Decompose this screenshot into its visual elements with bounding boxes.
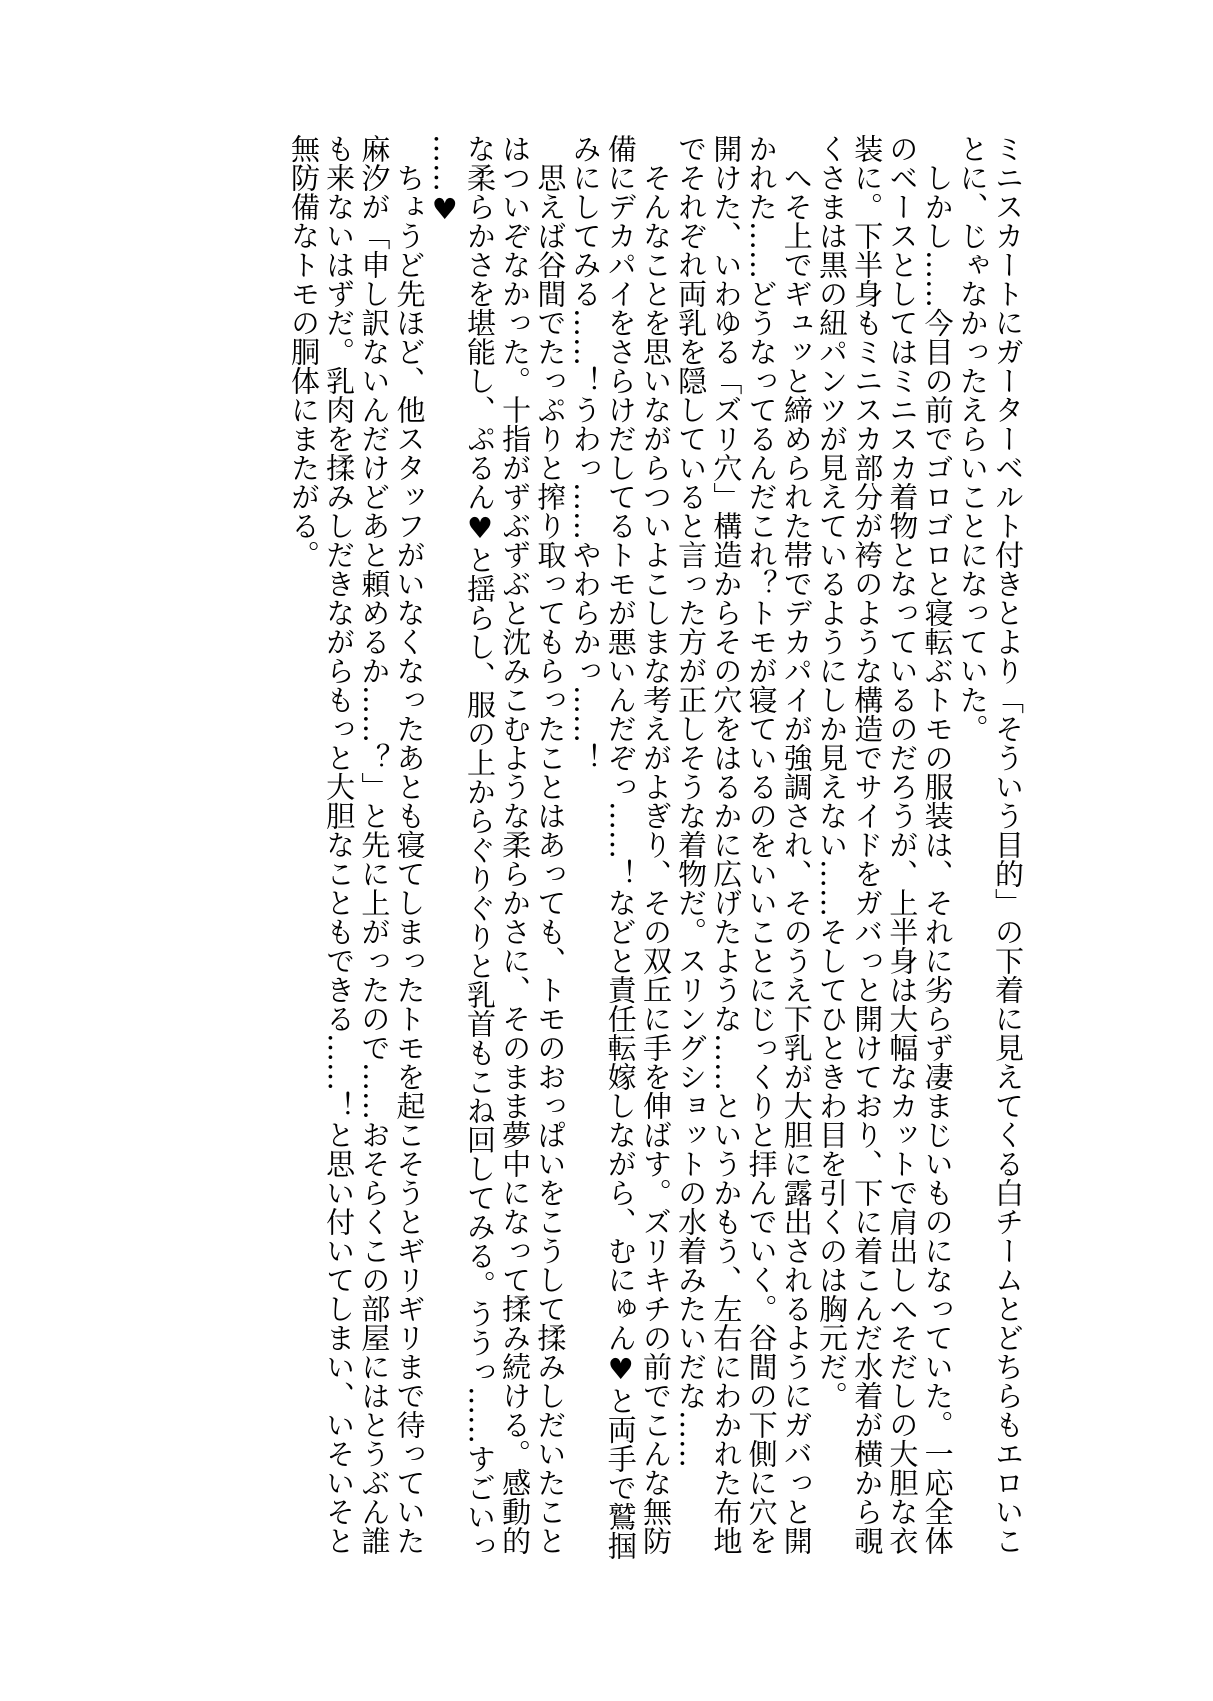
paragraph-4: そんなことを思いながらついよこしまな考えがよぎり、その双丘に手を伸ばす。ズリキチの前でこんな無防備にデカパイをさらけだしてるトモが悪いんだぞっ……！などと責任転嫁しながら、むにゅん♥と両手で鷲掴みにしてみる……！うわっ……やわらかっ……！ [568,134,673,1560]
paragraph-6: ちょうど先ほど、他スタッフがいなくなったあとも寝てしまったトモを起こそうとギリギリまで待っていた麻汐が「申し訳ないんだけどあと頼めるか……？」と先に上がったので……おそらくこの部屋にはとうぶん誰も来ないはずだ。乳肉を揉みしだきながらもっと大胆なこともできる……！と思い付いてしまい、いそいそと無防備なトモの胴体にまたがる。 [286,134,427,1555]
paragraph-3: へそ上でギュッと締められた帯でデカパイが強調され、そのうえ下乳が大胆に露出されるようにガバっと開かれた……どうなってるんだこれ？トモが寝ているのをいいことにじっくりと拝んでいく。谷間の下側に穴を開けた、いわゆる「ズリ穴」構造からその穴をはるかに広げたような……というかもう、左右にわかれた布地でそれぞれ両乳を隠していると言った方が正しそうな着物だ。スリングショットの水着みたいだな…… [674,134,814,1555]
paragraph-2: しかし……今目の前でゴロゴロと寝転ぶトモの服装は、それに劣らず凄まじいものになっていた。一応全体のベースとしてはミニスカ着物となっているのだろうが、上半身は大幅なカットで肩出しへそだしの大胆な衣装に。下半身もミニスカ部分が袴のような構造でサイドをガバっと開けており、下に着こんだ水着が横から覗くさまは黒の紐パンツが見えているようにしか見えない……そしてひときわ目を引くのは胸元だ。 [814,134,955,1555]
paragraph-1: ミニスカートにガーターベルト付きとより「そういう目的」の下着に見えてくる白チームとどちらもエロいことに、じゃなかったえらいことになっていた。 [955,134,1025,1555]
body-text [145,134,1025,1574]
paragraph-5: 思えば谷間でたっぷりと搾り取ってもらったことはあっても、トモのおっぱいをこうして揉みしだいたことはついぞなかった。十指がずぶずぶと沈みこむような柔らかさに、そのまま夢中になって揉み続ける。感動的な柔らかさを堪能し、ぷるん♥と揺らし、服の上からぐりぐりと乳首もこね回してみる。ううっ……すごいっ……♥ [427,134,568,1560]
